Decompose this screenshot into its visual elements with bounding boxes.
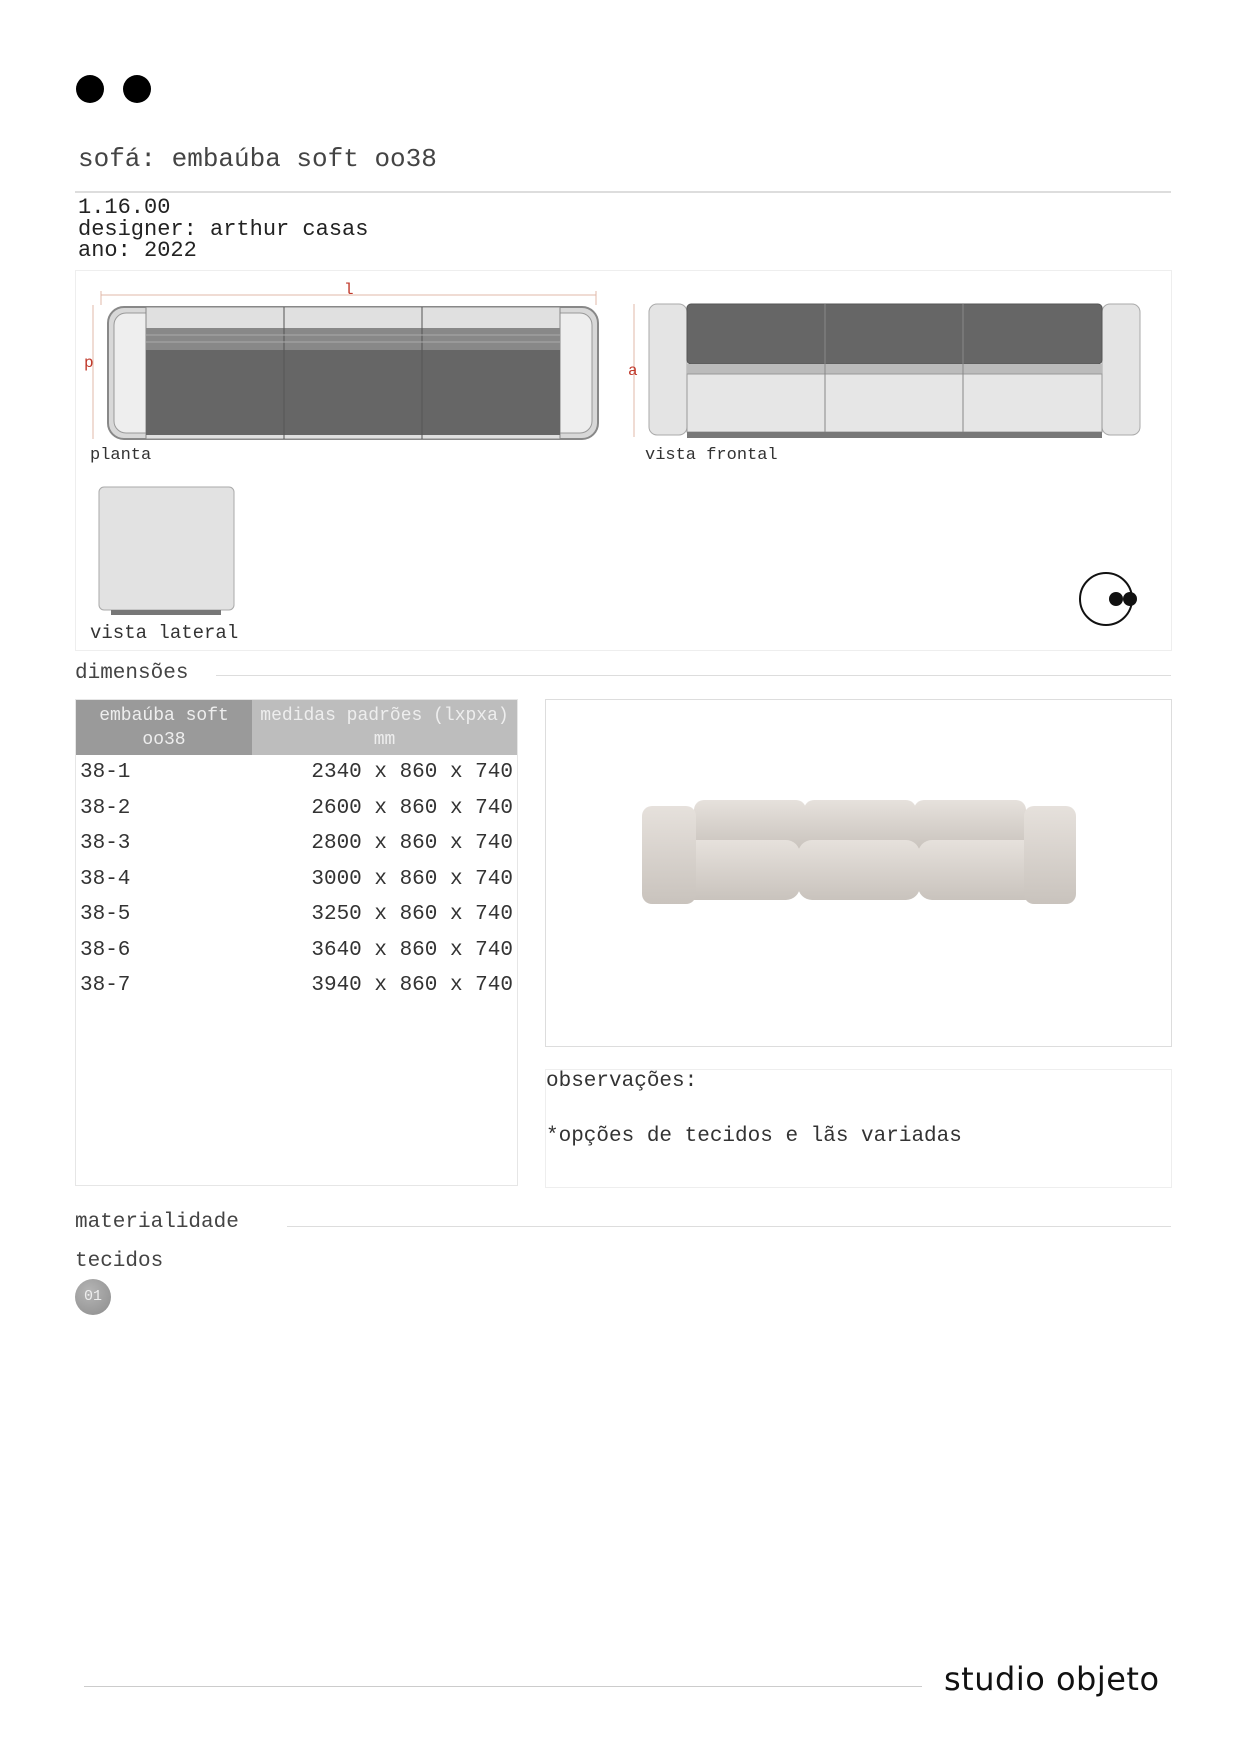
column-header-size: medidas padrões (lxpxa) mm [252, 700, 517, 755]
size-cell: 2340 x 860 x 740 [311, 761, 513, 785]
table-row [76, 933, 517, 969]
product-meta [78, 197, 368, 262]
designer: designer: arthur casas [78, 216, 369, 242]
observations-box [545, 1069, 1172, 1188]
year: ano: 2022 [78, 238, 197, 263]
product-code: 1.16.00 [78, 195, 171, 220]
dimensions-heading: dimensões [75, 662, 189, 685]
table-row [76, 897, 517, 933]
sofa-photo-illustration [546, 700, 1171, 1046]
model-cell: 38-7 [80, 974, 131, 998]
table-row [76, 791, 517, 827]
product-photo [545, 699, 1172, 1047]
page-title: sofá: embaúba soft oo38 [78, 144, 437, 174]
model-cell: 38-2 [80, 796, 131, 820]
brand-name: studio objeto [944, 1660, 1160, 1698]
front-view-drawing [634, 304, 1140, 438]
divider [287, 1226, 1171, 1227]
brand-dot-icon [76, 75, 104, 103]
model-cell: 38-3 [80, 832, 131, 856]
footer-divider [84, 1686, 922, 1687]
materiality-heading: materialidade [75, 1211, 239, 1234]
size-cell: 3640 x 860 x 740 [311, 938, 513, 962]
table-row [76, 862, 517, 898]
fabric-swatch[interactable]: 01 [75, 1279, 111, 1315]
size-cell: 2800 x 860 x 740 [311, 832, 513, 856]
brand-circle-icon [1080, 573, 1137, 625]
fabrics-label: tecidos [75, 1250, 164, 1273]
divider [216, 675, 1171, 676]
brand-logo [944, 1660, 1160, 1698]
side-view-drawing [99, 487, 234, 615]
table-row [76, 826, 517, 862]
side-view-label: vista lateral [90, 622, 239, 644]
column-header-model: embaúba soft oo38 [76, 700, 252, 755]
model-cell: 38-4 [80, 867, 131, 891]
size-cell: 3250 x 860 x 740 [311, 903, 513, 927]
model-cell: 38-1 [80, 761, 131, 785]
technical-drawings [75, 270, 1172, 651]
table-row [76, 968, 517, 1004]
dim-p-label: p [84, 354, 94, 372]
drawings-svg [76, 271, 1171, 650]
observations-title: observações: [546, 1070, 698, 1093]
size-cell: 3000 x 860 x 740 [311, 867, 513, 891]
front-view-label: vista frontal [645, 446, 778, 465]
observations-text: *opções de tecidos e lãs variadas [546, 1125, 962, 1148]
dim-l-label: l [344, 281, 354, 299]
table-row [76, 755, 517, 791]
divider [75, 191, 1171, 193]
plan-label: planta [90, 446, 152, 465]
plan-view-drawing [93, 291, 598, 439]
size-cell: 2600 x 860 x 740 [311, 796, 513, 820]
dim-a-label: a [628, 362, 638, 380]
size-cell: 3940 x 860 x 740 [311, 974, 513, 998]
model-cell: 38-6 [80, 938, 131, 962]
brand-dot-icon [123, 75, 151, 103]
dimensions-table [75, 699, 518, 1186]
model-cell: 38-5 [80, 903, 131, 927]
